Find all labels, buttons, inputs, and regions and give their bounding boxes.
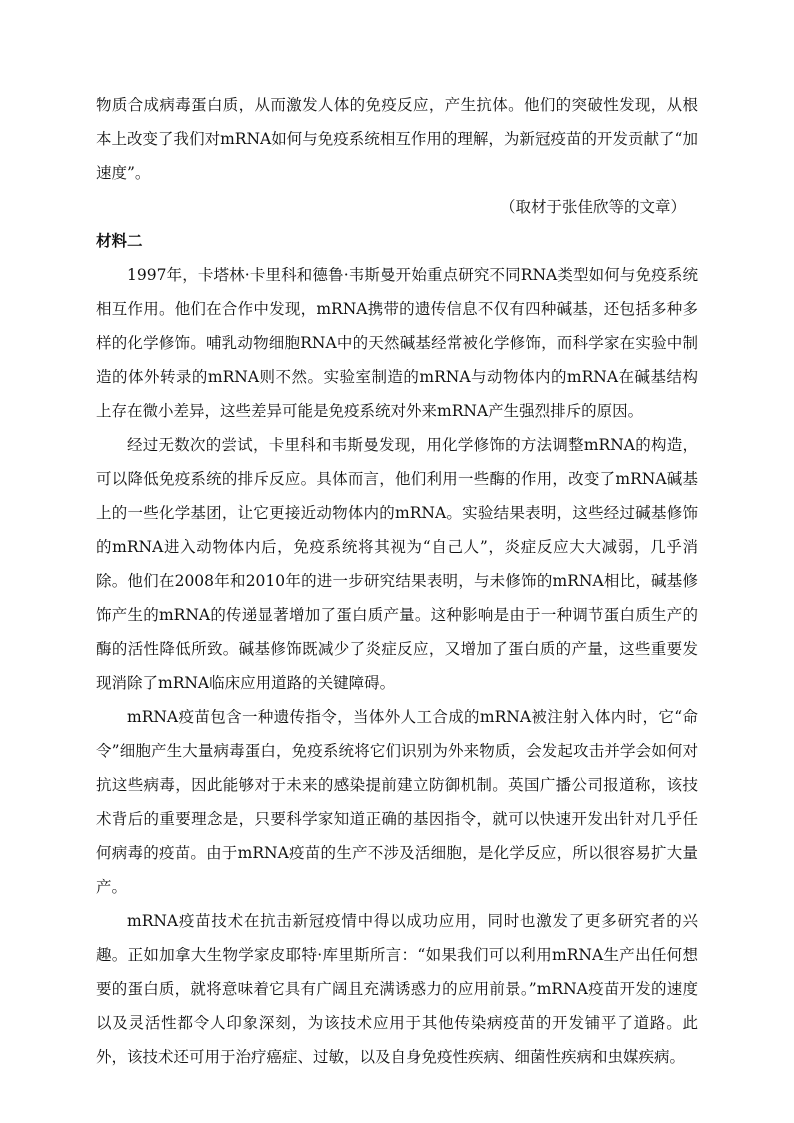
document-page: [96, 88, 698, 1074]
paragraph-3: mRNA疫苗包含一种遗传指令，当体外人工合成的mRNA被注射入体内时，它“命令”细胞产生大量病毒蛋白，免疫系统将它们识别为外来物质，会发起攻击并学会如何对抗这些病毒，因此能够对于未来的感染提前建立防御机制。英国广播公司报道称，该技术背后的重要理念是，只要科学家知道正确的基因指令，就可以快速开发出针对几乎任何病毒的疫苗。由于mRNA疫苗的生产不涉及活细胞，是化学反应，所以很容易扩大量产。: [96, 708, 698, 896]
section-heading: 材料二: [96, 231, 143, 250]
paragraph-continued: 物质合成病毒蛋白质，从而激发人体的免疫反应，产生抗体。他们的突破性发现，从根本上改变了我们对mRNA如何与免疫系统相互作用的理解，为新冠疫苗的开发贡献了“加速度”。: [96, 96, 698, 182]
paragraph-2: 经过无数次的尝试，卡里科和韦斯曼发现，用化学修饰的方法调整mRNA的构造，可以降低免疫系统的排斥反应。具体而言，他们利用一些酶的作用，改变了mRNA碱基上的一些化学基团，让它更接近动物体内的mRNA。实验结果表明，这些经过碱基修饰的mRNA进入动物体内后，免疫系统将其视为“自己人”，炎症反应大大减弱，几乎消除。他们在2008年和2010年的进一步研究结果表明，与未修饰的mRNA相比，碱基修饰产生的mRNA的传递显著增加了蛋白质产量。这种影响是由于一种调节蛋白质生产的酶的活性降低所致。碱基修饰既减少了炎症反应，又增加了蛋白质的产量，这些重要发现消除了mRNA临床应用道路的关键障碍。: [96, 436, 698, 692]
source-citation: （取材于张佳欣等的文章）: [499, 198, 686, 216]
paragraph-4: mRNA疫苗技术在抗击新冠疫情中得以成功应用，同时也激发了更多研究者的兴趣。正如加拿大生物学家皮耶特·库里斯所言：“如果我们可以利用mRNA生产出任何想要的蛋白质，就将意味着它具有广阔且充满诱惑力的应用前景。”mRNA疫苗开发的速度以及灵活性都令人印象深刻，为该技术应用于其他传染病疫苗的开发铺平了道路。此外，该技术还可用于治疗癌症、过敏，以及自身免疫性疾病、细菌性疾病和虫媒疾病。: [96, 912, 698, 1066]
paragraph-1: 1997年，卡塔林·卡里科和德鲁·韦斯曼开始重点研究不同RNA类型如何与免疫系统相互作用。他们在合作中发现，mRNA携带的遗传信息不仅有四种碱基，还包括多种多样的化学修饰。哺乳动物细胞RNA中的天然碱基经常被化学修饰，而科学家在实验中制造的体外转录的mRNA则不然。实验室制造的mRNA与动物体内的mRNA在碱基结构上存在微小差异，这些差异可能是免疫系统对外来mRNA产生强烈排斥的原因。: [96, 266, 698, 420]
